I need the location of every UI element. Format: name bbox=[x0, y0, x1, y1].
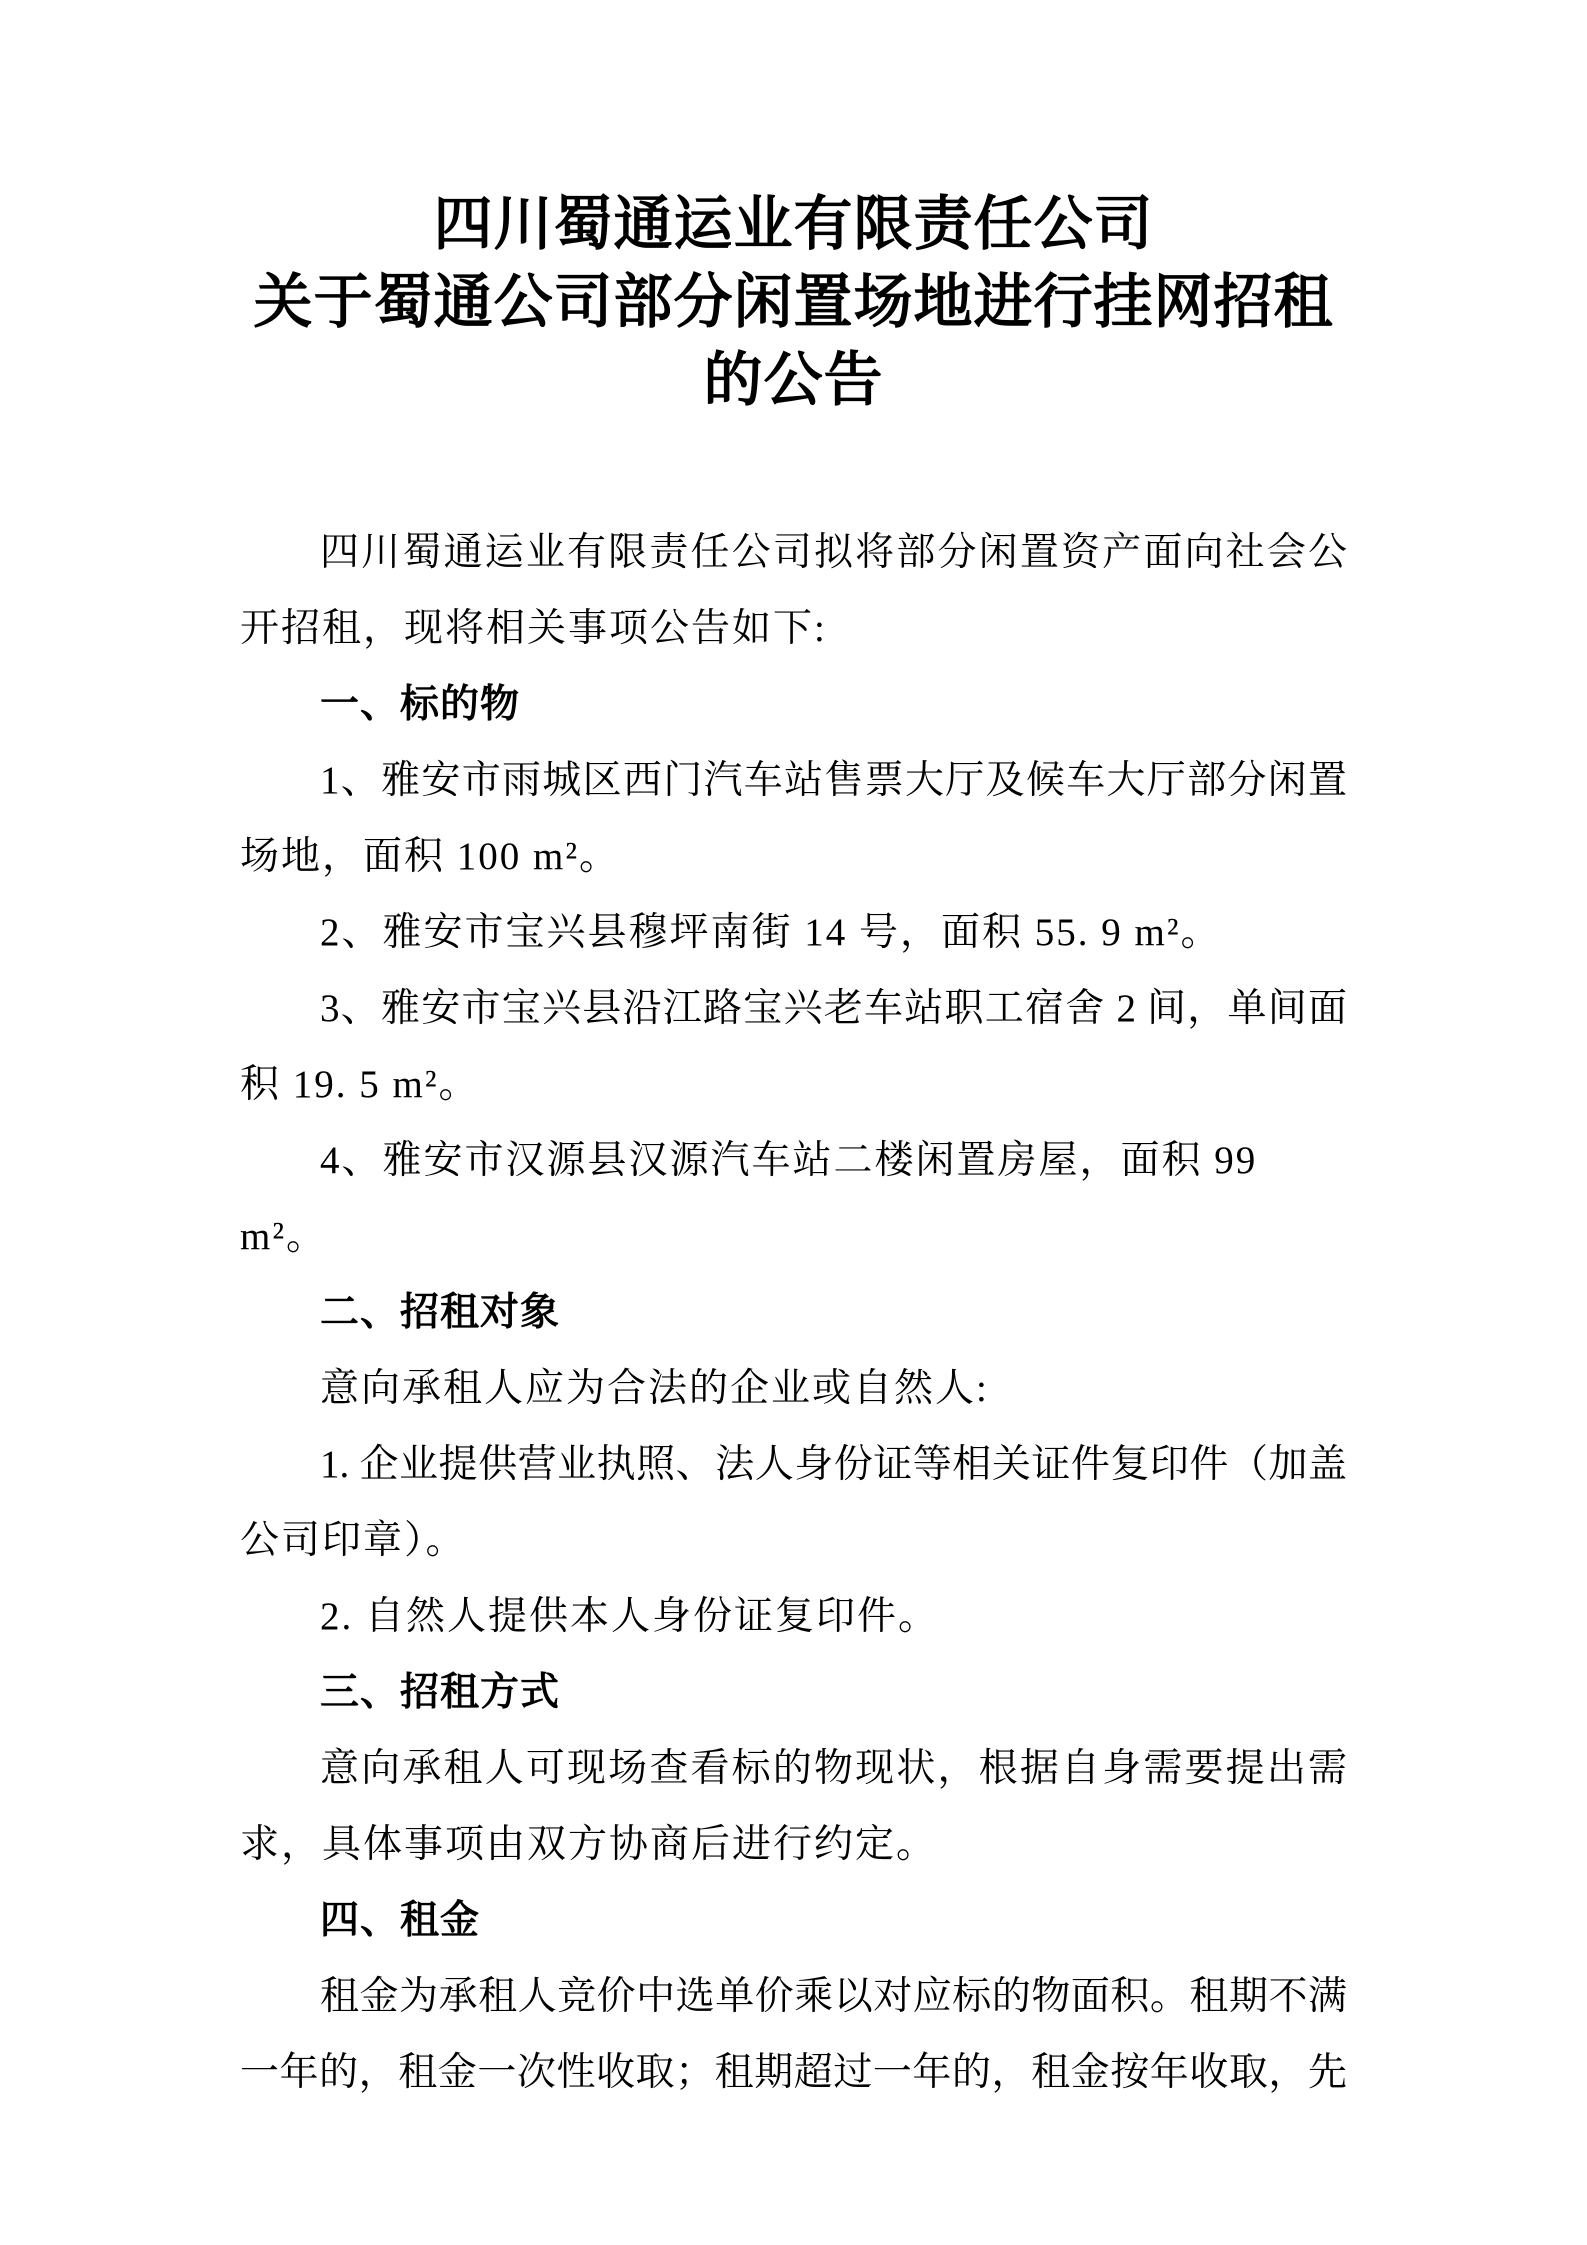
paragraph-line: 开招租，现将相关事项公告如下: bbox=[240, 607, 827, 650]
section-heading-2: 二、招租对象 bbox=[320, 1291, 561, 1334]
title-line-3: 的公告 bbox=[703, 347, 884, 413]
title-line-1: 四川蜀通运业有限责任公司 bbox=[433, 191, 1154, 257]
list-item-line: 3、雅安市宝兴县沿江路宝兴老车站职工宿舍 2 间，单间面 bbox=[320, 987, 1347, 1030]
list-item-line: 1、雅安市雨城区西门汽车站售票大厅及候车大厅部分闲置 bbox=[320, 759, 1347, 802]
section-heading-3: 三、招租方式 bbox=[320, 1671, 561, 1714]
paragraph-line: 意向承租人应为合法的企业或自然人: bbox=[320, 1367, 989, 1410]
list-item-line: 4、雅安市汉源县汉源汽车站二楼闲置房屋，面积 99 m²。 bbox=[240, 1139, 1270, 1258]
document-body bbox=[240, 515, 1347, 2111]
paragraph-line: 租金为承租人竞价中选单价乘以对应标的物面积。租期不满 bbox=[320, 1975, 1347, 2018]
paragraph-line: 一年的，租金一次性收取；租期超过一年的，租金按年收取，先 bbox=[240, 2051, 1347, 2094]
list-item-line: 积 19. 5 m²。 bbox=[240, 1063, 480, 1106]
list-item-line: 1. 企业提供营业执照、法人身份证等相关证件复印件（加盖 bbox=[320, 1443, 1347, 1486]
paragraph-line: 求，具体事项由双方协商后进行约定。 bbox=[240, 1823, 938, 1866]
list-item-line: 场地，面积 100 m²。 bbox=[240, 835, 621, 878]
title-line-2: 关于蜀通公司部分闲置场地进行挂网招租 bbox=[253, 269, 1334, 335]
section-heading-4: 四、租金 bbox=[320, 1899, 481, 1942]
document-title bbox=[0, 185, 1587, 419]
list-item-line: 2. 自然人提供本人身份证复印件。 bbox=[320, 1595, 940, 1638]
list-item-line: 公司印章）。 bbox=[240, 1519, 467, 1562]
section-heading-1: 一、标的物 bbox=[320, 683, 521, 726]
paragraph-line: 意向承租人可现场查看标的物现状，根据自身需要提出需 bbox=[320, 1747, 1347, 1790]
paragraph-line: 四川蜀通运业有限责任公司拟将部分闲置资产面向社会公 bbox=[320, 531, 1347, 574]
list-item-line: 2、雅安市宝兴县穆坪南街 14 号，面积 55. 9 m²。 bbox=[320, 911, 1222, 954]
